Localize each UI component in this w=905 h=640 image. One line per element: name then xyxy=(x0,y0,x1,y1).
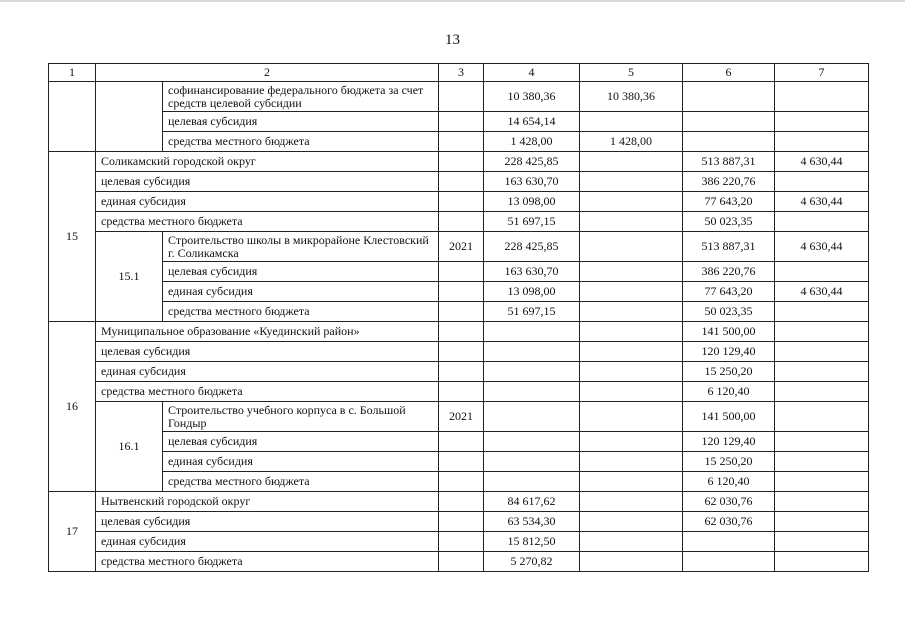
header-cell: 6 xyxy=(683,64,775,82)
year-cell xyxy=(439,492,484,512)
table-row xyxy=(49,322,869,342)
row-name: целевая субсидия xyxy=(96,342,439,362)
row-name: средства местного бюджета xyxy=(96,552,439,572)
col5-value xyxy=(580,282,683,302)
col4-value: 10 380,36 xyxy=(484,82,580,112)
table-row xyxy=(49,132,869,152)
col4-value xyxy=(484,322,580,342)
table-row xyxy=(49,232,869,262)
header-cell: 2 xyxy=(96,64,439,82)
col5-value xyxy=(580,212,683,232)
year-cell: 2021 xyxy=(439,232,484,262)
col4-value xyxy=(484,402,580,432)
subrow-number: 16.1 xyxy=(96,402,163,492)
col7-value: 4 630,44 xyxy=(775,192,869,212)
col7-value xyxy=(775,82,869,112)
row-name: единая субсидия xyxy=(96,532,439,552)
header-cell: 3 xyxy=(439,64,484,82)
year-cell xyxy=(439,322,484,342)
col4-value: 51 697,15 xyxy=(484,212,580,232)
row-name: единая субсидия xyxy=(96,362,439,382)
col5-value xyxy=(580,192,683,212)
col5-value xyxy=(580,512,683,532)
row-name: Муниципальное образование «Куединский район» xyxy=(96,322,439,342)
table-row xyxy=(49,362,869,382)
header-cell: 5 xyxy=(580,64,683,82)
col4-value xyxy=(484,362,580,382)
col5-value xyxy=(580,432,683,452)
row-name: средства местного бюджета xyxy=(163,472,439,492)
year-cell xyxy=(439,112,484,132)
year-cell xyxy=(439,472,484,492)
col6-value: 120 129,40 xyxy=(683,432,775,452)
col7-value xyxy=(775,262,869,282)
col4-value: 13 098,00 xyxy=(484,192,580,212)
col4-value: 1 428,00 xyxy=(484,132,580,152)
col4-value xyxy=(484,432,580,452)
table-row xyxy=(49,152,869,172)
subrow-number-cell xyxy=(96,82,163,152)
col6-value xyxy=(683,82,775,112)
col6-value: 513 887,31 xyxy=(683,232,775,262)
table-row xyxy=(49,452,869,472)
col6-value: 513 887,31 xyxy=(683,152,775,172)
row-number: 17 xyxy=(49,492,96,572)
col7-value xyxy=(775,472,869,492)
table-row xyxy=(49,382,869,402)
col6-value: 386 220,76 xyxy=(683,262,775,282)
col4-value xyxy=(484,452,580,472)
col6-value xyxy=(683,112,775,132)
table-row xyxy=(49,432,869,452)
col6-value: 50 023,35 xyxy=(683,212,775,232)
row-name: единая субсидия xyxy=(96,192,439,212)
col6-value: 50 023,35 xyxy=(683,302,775,322)
col4-value: 14 654,14 xyxy=(484,112,580,132)
row-name: Нытвенский городской округ xyxy=(96,492,439,512)
table-row xyxy=(49,402,869,432)
year-cell xyxy=(439,132,484,152)
header-cell: 7 xyxy=(775,64,869,82)
col5-value: 1 428,00 xyxy=(580,132,683,152)
col6-value: 77 643,20 xyxy=(683,282,775,302)
year-cell xyxy=(439,172,484,192)
col7-value xyxy=(775,552,869,572)
col7-value xyxy=(775,302,869,322)
col7-value xyxy=(775,362,869,382)
col5-value xyxy=(580,362,683,382)
row-name: средства местного бюджета xyxy=(96,212,439,232)
row-name: целевая субсидия xyxy=(163,262,439,282)
row-name: средства местного бюджета xyxy=(96,382,439,402)
col6-value: 6 120,40 xyxy=(683,472,775,492)
table-row xyxy=(49,342,869,362)
col7-value: 4 630,44 xyxy=(775,232,869,262)
row-name: Строительство школы в микрорайоне Клестовский г. Соликамска xyxy=(163,232,439,262)
col5-value xyxy=(580,112,683,132)
table-row xyxy=(49,282,869,302)
col4-value: 228 425,85 xyxy=(484,152,580,172)
table-row xyxy=(49,532,869,552)
table-row xyxy=(49,192,869,212)
year-cell xyxy=(439,452,484,472)
row-number: 16 xyxy=(49,322,96,492)
year-cell xyxy=(439,342,484,362)
year-cell xyxy=(439,192,484,212)
col7-value xyxy=(775,402,869,432)
row-name: единая субсидия xyxy=(163,282,439,302)
row-number-cell xyxy=(49,82,96,152)
col7-value xyxy=(775,172,869,192)
col6-value: 386 220,76 xyxy=(683,172,775,192)
col5-value xyxy=(580,152,683,172)
year-cell xyxy=(439,532,484,552)
col7-value xyxy=(775,212,869,232)
row-number: 15 xyxy=(49,152,96,322)
col7-value xyxy=(775,512,869,532)
col4-value xyxy=(484,382,580,402)
col4-value: 228 425,85 xyxy=(484,232,580,262)
header-cell: 1 xyxy=(49,64,96,82)
col5-value xyxy=(580,492,683,512)
year-cell xyxy=(439,552,484,572)
row-name: софинансирование федерального бюджета за счет средств целевой субсидии xyxy=(163,82,439,112)
row-name: целевая субсидия xyxy=(96,172,439,192)
col5-value xyxy=(580,532,683,552)
col6-value: 6 120,40 xyxy=(683,382,775,402)
col5-value xyxy=(580,302,683,322)
table-row xyxy=(49,212,869,232)
col4-value: 13 098,00 xyxy=(484,282,580,302)
year-cell xyxy=(439,152,484,172)
col4-value xyxy=(484,342,580,362)
year-cell xyxy=(439,362,484,382)
table-row xyxy=(49,262,869,282)
col6-value: 77 643,20 xyxy=(683,192,775,212)
col7-value xyxy=(775,532,869,552)
header-cell: 4 xyxy=(484,64,580,82)
col5-value xyxy=(580,472,683,492)
col6-value: 141 500,00 xyxy=(683,402,775,432)
col5-value xyxy=(580,232,683,262)
col4-value: 63 534,30 xyxy=(484,512,580,532)
year-cell xyxy=(439,382,484,402)
col6-value: 141 500,00 xyxy=(683,322,775,342)
budget-table xyxy=(48,63,869,572)
year-cell xyxy=(439,262,484,282)
col7-value: 4 630,44 xyxy=(775,282,869,302)
col5-value xyxy=(580,402,683,432)
row-name: единая субсидия xyxy=(163,452,439,472)
row-name: целевая субсидия xyxy=(163,112,439,132)
table-row xyxy=(49,472,869,492)
col6-value: 62 030,76 xyxy=(683,512,775,532)
row-name: средства местного бюджета xyxy=(163,132,439,152)
scan-top-edge xyxy=(0,0,905,2)
year-cell xyxy=(439,302,484,322)
row-name: целевая субсидия xyxy=(163,432,439,452)
year-cell xyxy=(439,282,484,302)
col7-value xyxy=(775,342,869,362)
col4-value: 5 270,82 xyxy=(484,552,580,572)
table-row xyxy=(49,172,869,192)
col5-value xyxy=(580,172,683,192)
year-cell xyxy=(439,512,484,532)
col5-value: 10 380,36 xyxy=(580,82,683,112)
col4-value xyxy=(484,472,580,492)
col7-value xyxy=(775,132,869,152)
col6-value: 15 250,20 xyxy=(683,362,775,382)
col5-value xyxy=(580,342,683,362)
table-row xyxy=(49,82,869,112)
row-name: средства местного бюджета xyxy=(163,302,439,322)
col4-value: 163 630,70 xyxy=(484,172,580,192)
col7-value: 4 630,44 xyxy=(775,152,869,172)
col7-value xyxy=(775,112,869,132)
col5-value xyxy=(580,322,683,342)
col6-value xyxy=(683,552,775,572)
col4-value: 51 697,15 xyxy=(484,302,580,322)
row-name: целевая субсидия xyxy=(96,512,439,532)
table-row xyxy=(49,302,869,322)
col4-value: 84 617,62 xyxy=(484,492,580,512)
col7-value xyxy=(775,492,869,512)
col7-value xyxy=(775,432,869,452)
col5-value xyxy=(580,382,683,402)
table-row xyxy=(49,112,869,132)
table-row xyxy=(49,492,869,512)
col7-value xyxy=(775,452,869,472)
page-number: 13 xyxy=(445,32,460,48)
row-name: Строительство учебного корпуса в с. Большой Гондыр xyxy=(163,402,439,432)
year-cell xyxy=(439,212,484,232)
table-row xyxy=(49,552,869,572)
col4-value: 15 812,50 xyxy=(484,532,580,552)
col4-value: 163 630,70 xyxy=(484,262,580,282)
col6-value: 62 030,76 xyxy=(683,492,775,512)
col7-value xyxy=(775,382,869,402)
table-row xyxy=(49,512,869,532)
col7-value xyxy=(775,322,869,342)
year-cell xyxy=(439,432,484,452)
col6-value: 120 129,40 xyxy=(683,342,775,362)
col5-value xyxy=(580,452,683,472)
col5-value xyxy=(580,262,683,282)
subrow-number: 15.1 xyxy=(96,232,163,322)
year-cell xyxy=(439,82,484,112)
year-cell: 2021 xyxy=(439,402,484,432)
col6-value xyxy=(683,532,775,552)
col5-value xyxy=(580,552,683,572)
col6-value: 15 250,20 xyxy=(683,452,775,472)
row-name: Соликамский городской округ xyxy=(96,152,439,172)
table-header-row xyxy=(49,64,869,82)
col6-value xyxy=(683,132,775,152)
